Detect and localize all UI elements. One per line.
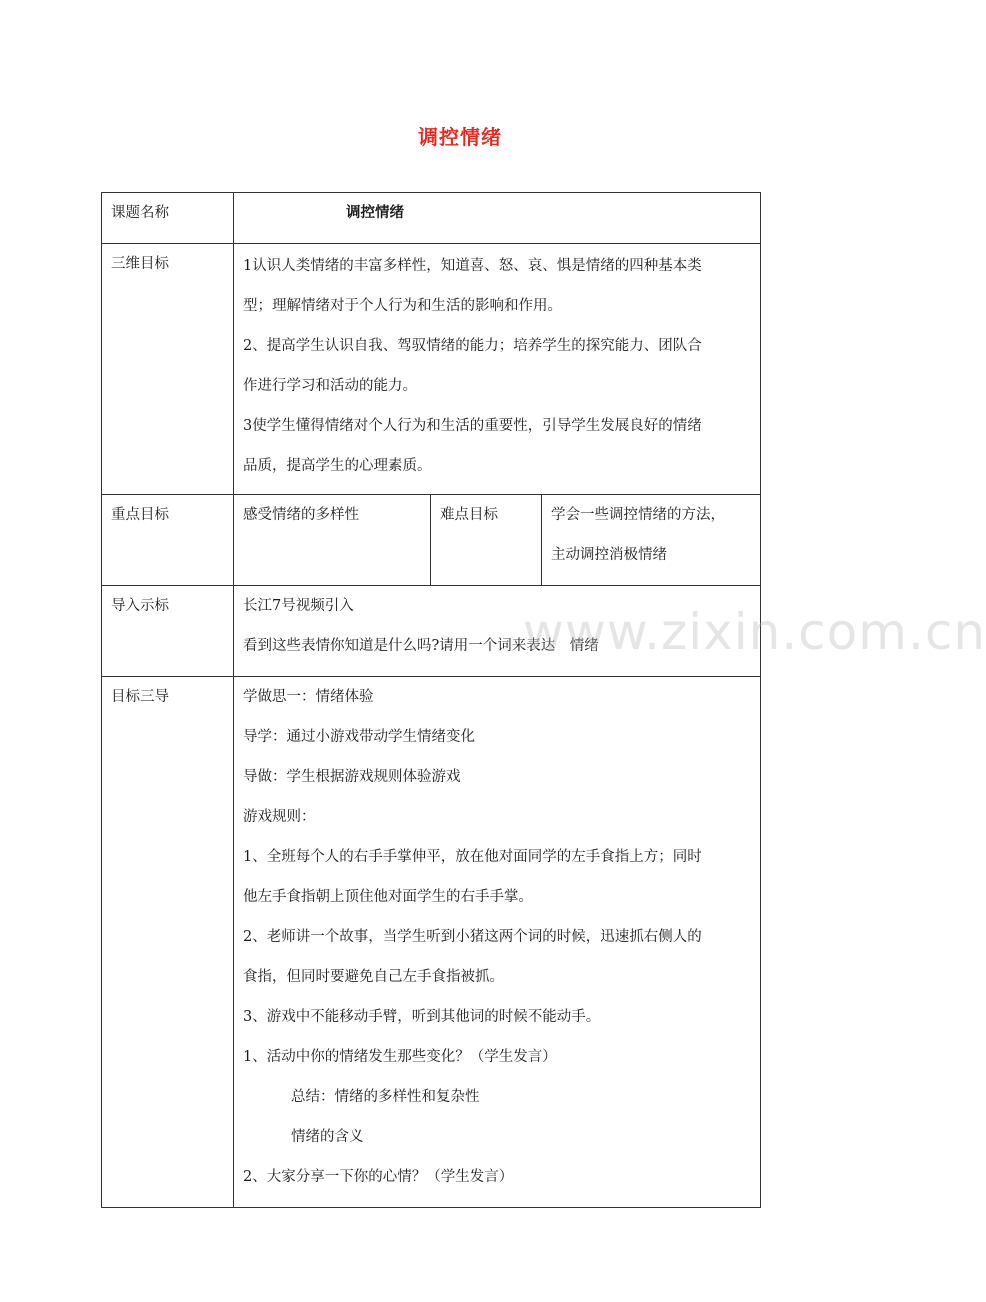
goals-line: 1认识人类情绪的丰富多样性，知道喜、怒、哀、惧是情绪的四种基本类 — [243, 258, 702, 274]
goals-content — [234, 244, 761, 495]
difficult-goal-line: 主动调控消极情绪 — [551, 547, 667, 563]
guide-line: 3、游戏中不能移动手臂，听到其他词的时候不能动手。 — [243, 1009, 601, 1025]
intro-label: 导入示标 — [102, 586, 234, 677]
guide-label: 目标三导 — [102, 677, 234, 1208]
topic-name-value: 调控情绪 — [234, 193, 761, 244]
guide-line: 2、大家分享一下你的心情？（学生发言） — [243, 1169, 514, 1185]
page-title: 调控情绪 — [418, 125, 502, 149]
lesson-table — [101, 192, 761, 1208]
goals-line: 3使学生懂得情绪对个人行为和生活的重要性，引导学生发展良好的情绪 — [243, 418, 702, 434]
goals-line: 作进行学习和活动的能力。 — [243, 378, 417, 394]
watermark: www.zixin.com.cn — [523, 603, 986, 661]
guide-line: 导做：学生根据游戏规则体验游戏 — [243, 769, 461, 785]
guide-line: 1、全班每个人的右手手掌伸平，放在他对面同学的左手食指上方；同时 — [243, 849, 702, 865]
row-three-dimensional-goals — [102, 244, 761, 495]
guide-summary-line: 总结：情绪的多样性和复杂性 — [291, 1089, 480, 1105]
difficult-goal-value — [542, 495, 761, 586]
guide-line: 1、活动中你的情绪发生那些变化？（学生发言） — [243, 1049, 557, 1065]
goals-line: 品质，提高学生的心理素质。 — [243, 458, 432, 474]
guide-line: 导学：通过小游戏带动学生情绪变化 — [243, 729, 475, 745]
key-goal-label: 重点目标 — [102, 495, 234, 586]
guide-line: 学做思一：情绪体验 — [243, 689, 374, 705]
guide-line: 食指，但同时要避免自己左手食指被抓。 — [243, 969, 504, 985]
difficult-goal-line: 学会一些调控情绪的方法， — [551, 507, 725, 523]
topic-name-label: 课题名称 — [102, 193, 234, 244]
guide-summary-line: 情绪的含义 — [291, 1129, 364, 1145]
goals-label: 三维目标 — [102, 244, 234, 495]
guide-line: 游戏规则： — [243, 809, 316, 825]
guide-line: 他左手食指朝上顶住他对面学生的右手手掌。 — [243, 889, 533, 905]
difficult-goal-label: 难点目标 — [431, 495, 542, 586]
row-topic-name — [102, 193, 761, 244]
intro-content — [234, 586, 761, 677]
guide-content — [234, 677, 761, 1208]
row-introduction — [102, 586, 761, 677]
guide-line: 2、老师讲一个故事，当学生听到小猪这两个词的时候，迅速抓右侧人的 — [243, 929, 702, 945]
goals-line: 2、提高学生认识自我、驾驭情绪的能力；培养学生的探究能力、团队合 — [243, 338, 702, 354]
intro-line: 看到这些表情你知道是什么吗?请用一个词来表达 情绪 — [243, 638, 599, 654]
row-three-guides — [102, 677, 761, 1208]
key-goal-value: 感受情绪的多样性 — [234, 495, 431, 586]
row-key-difficult-goals — [102, 495, 761, 586]
goals-line: 型；理解情绪对于个人行为和生活的影响和作用。 — [243, 298, 562, 314]
intro-line: 长江7号视频引入 — [243, 598, 354, 614]
